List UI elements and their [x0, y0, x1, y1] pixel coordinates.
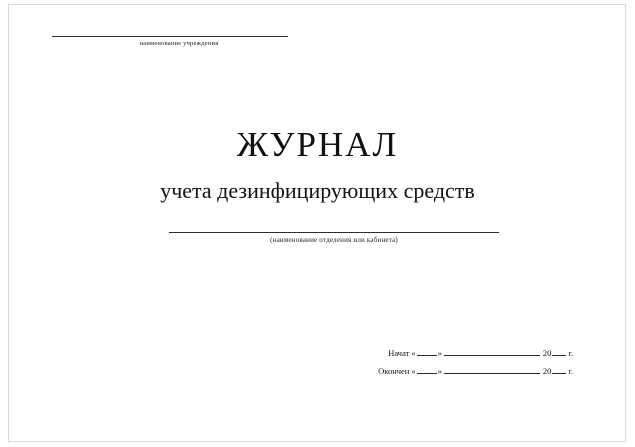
end-date-label: Окончен — [378, 366, 410, 376]
start-date-label: Начат — [388, 348, 410, 358]
department-name-rule — [169, 232, 499, 233]
start-year-suffix: г. — [568, 348, 573, 358]
start-month-line[interactable] — [444, 355, 540, 356]
organization-name-rule — [52, 36, 288, 37]
end-month-line[interactable] — [444, 373, 540, 374]
start-day-line[interactable] — [417, 355, 437, 356]
department-name-caption: (наименование отделения или кабинета) — [270, 236, 398, 244]
end-year-suffix: г. — [568, 366, 573, 376]
end-date-quote-open: « — [411, 366, 416, 376]
page-title: ЖУРНАЛ — [236, 125, 399, 164]
start-date-row[interactable] — [293, 340, 573, 358]
end-date-quote-close: » — [437, 366, 442, 376]
dates-block — [293, 340, 573, 376]
start-date-quote-close: » — [437, 348, 442, 358]
department-name-field[interactable] — [169, 232, 499, 245]
end-year-line[interactable] — [552, 373, 566, 374]
end-date-row[interactable] — [293, 358, 573, 376]
page-border — [8, 4, 626, 442]
end-year-prefix: 20 — [542, 366, 552, 376]
end-day-line[interactable] — [417, 373, 437, 374]
organization-name-field[interactable] — [52, 36, 288, 48]
start-date-quote-open: « — [411, 348, 416, 358]
page-subtitle: учета дезинфицирующих средств — [160, 178, 475, 203]
start-year-line[interactable] — [552, 355, 566, 356]
start-year-prefix: 20 — [542, 348, 552, 358]
organization-name-caption: наименование учреждения — [139, 40, 219, 47]
